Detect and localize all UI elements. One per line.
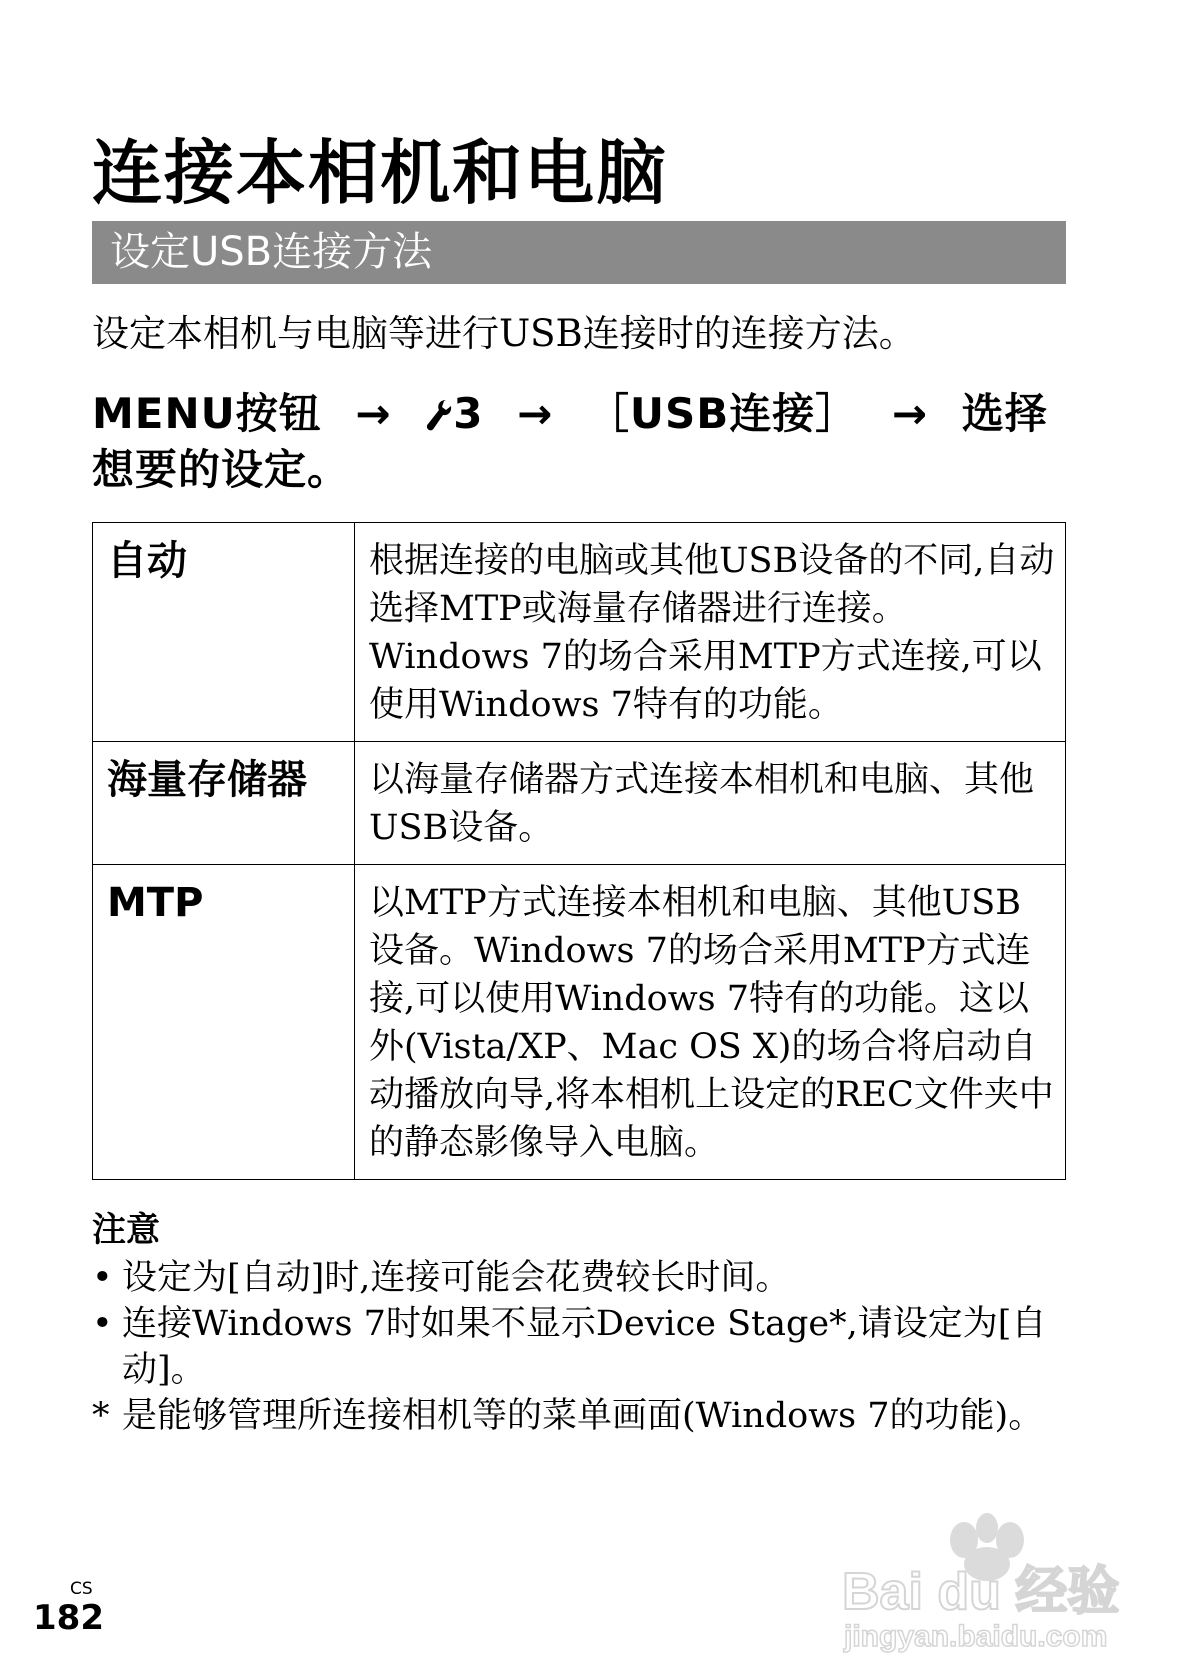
arrow-right-icon: → bbox=[891, 389, 929, 438]
section-title: 设定USB连接方法 bbox=[110, 229, 433, 275]
option-description-mtp: 以MTP方式连接本相机和电脑、其他USB设备。Windows 7的场合采用MTP方式连接,可以使用Windows 7特有的功能。这以外(Vista/XP、Mac OS X)的场合将启动自动播放向导,将本相机上设定的REC文件夹中的静态影像导入电脑。 bbox=[369, 883, 1054, 1163]
bullet-icon: • bbox=[92, 1303, 113, 1344]
section-header-bar bbox=[92, 221, 1066, 284]
watermark-url: jingyan.baidu.com bbox=[844, 1620, 1108, 1653]
arrow-right-icon: → bbox=[517, 389, 554, 438]
note-text: 设定为[自动]时,连接可能会花费较长时间。 bbox=[122, 1257, 791, 1298]
table-row bbox=[93, 523, 1066, 742]
table-row bbox=[93, 742, 1066, 865]
option-label-mtp: MTP bbox=[107, 880, 204, 926]
notes-section bbox=[92, 1210, 1072, 1439]
option-label-cell bbox=[93, 865, 355, 1180]
baidu-jingyan-watermark bbox=[842, 1506, 1132, 1656]
notes-title: 注意 bbox=[92, 1210, 160, 1250]
option-description-cell bbox=[355, 865, 1066, 1180]
watermark-brand-text: Bai du 经验 bbox=[842, 1563, 1120, 1621]
table-row bbox=[93, 865, 1066, 1180]
select-setting-instruction: 选择想要的设定。 bbox=[92, 389, 1048, 494]
option-description-cell bbox=[355, 742, 1066, 865]
usb-connection-setting: ［USB连接］ bbox=[586, 389, 859, 438]
option-label-auto: 自动 bbox=[107, 538, 187, 584]
list-item bbox=[92, 1255, 1072, 1301]
menu-button-label: MENU按钮 bbox=[92, 389, 322, 438]
wrench-icon bbox=[425, 398, 453, 432]
list-item bbox=[92, 1393, 1072, 1439]
option-label-mass-storage: 海量存储器 bbox=[107, 757, 307, 803]
option-label-cell bbox=[93, 742, 355, 865]
note-text: 连接Windows 7时如果不显示Device Stage*,请设定为[自动]。 bbox=[122, 1303, 1047, 1390]
option-description-auto: 根据连接的电脑或其他USB设备的不同,自动选择MTP或海量存储器进行连接。Windows 7的场合采用MTP方式连接,可以使用Windows 7特有的功能。 bbox=[369, 541, 1055, 725]
page-number: 182 bbox=[33, 1598, 104, 1638]
usb-options-table bbox=[92, 522, 1066, 1180]
page-language-code: CS bbox=[70, 1579, 93, 1599]
asterisk-icon: * bbox=[92, 1395, 110, 1436]
option-label-cell bbox=[93, 523, 355, 742]
arrow-right-icon: → bbox=[355, 389, 392, 438]
footnote-text: 是能够管理所连接相机等的菜单画面(Windows 7的功能)。 bbox=[122, 1395, 1044, 1436]
bullet-icon: • bbox=[92, 1257, 113, 1298]
page-title: 连接本相机和电脑 bbox=[92, 131, 668, 214]
list-item bbox=[92, 1301, 1072, 1393]
option-description-cell bbox=[355, 523, 1066, 742]
option-description-mass-storage: 以海量存储器方式连接本相机和电脑、其他USB设备。 bbox=[369, 760, 1035, 848]
intro-text: 设定本相机与电脑等进行USB连接时的连接方法。 bbox=[92, 312, 916, 355]
setup-menu-number: 3 bbox=[453, 389, 484, 438]
setup-menu-index bbox=[425, 389, 499, 438]
menu-path bbox=[92, 386, 1072, 498]
